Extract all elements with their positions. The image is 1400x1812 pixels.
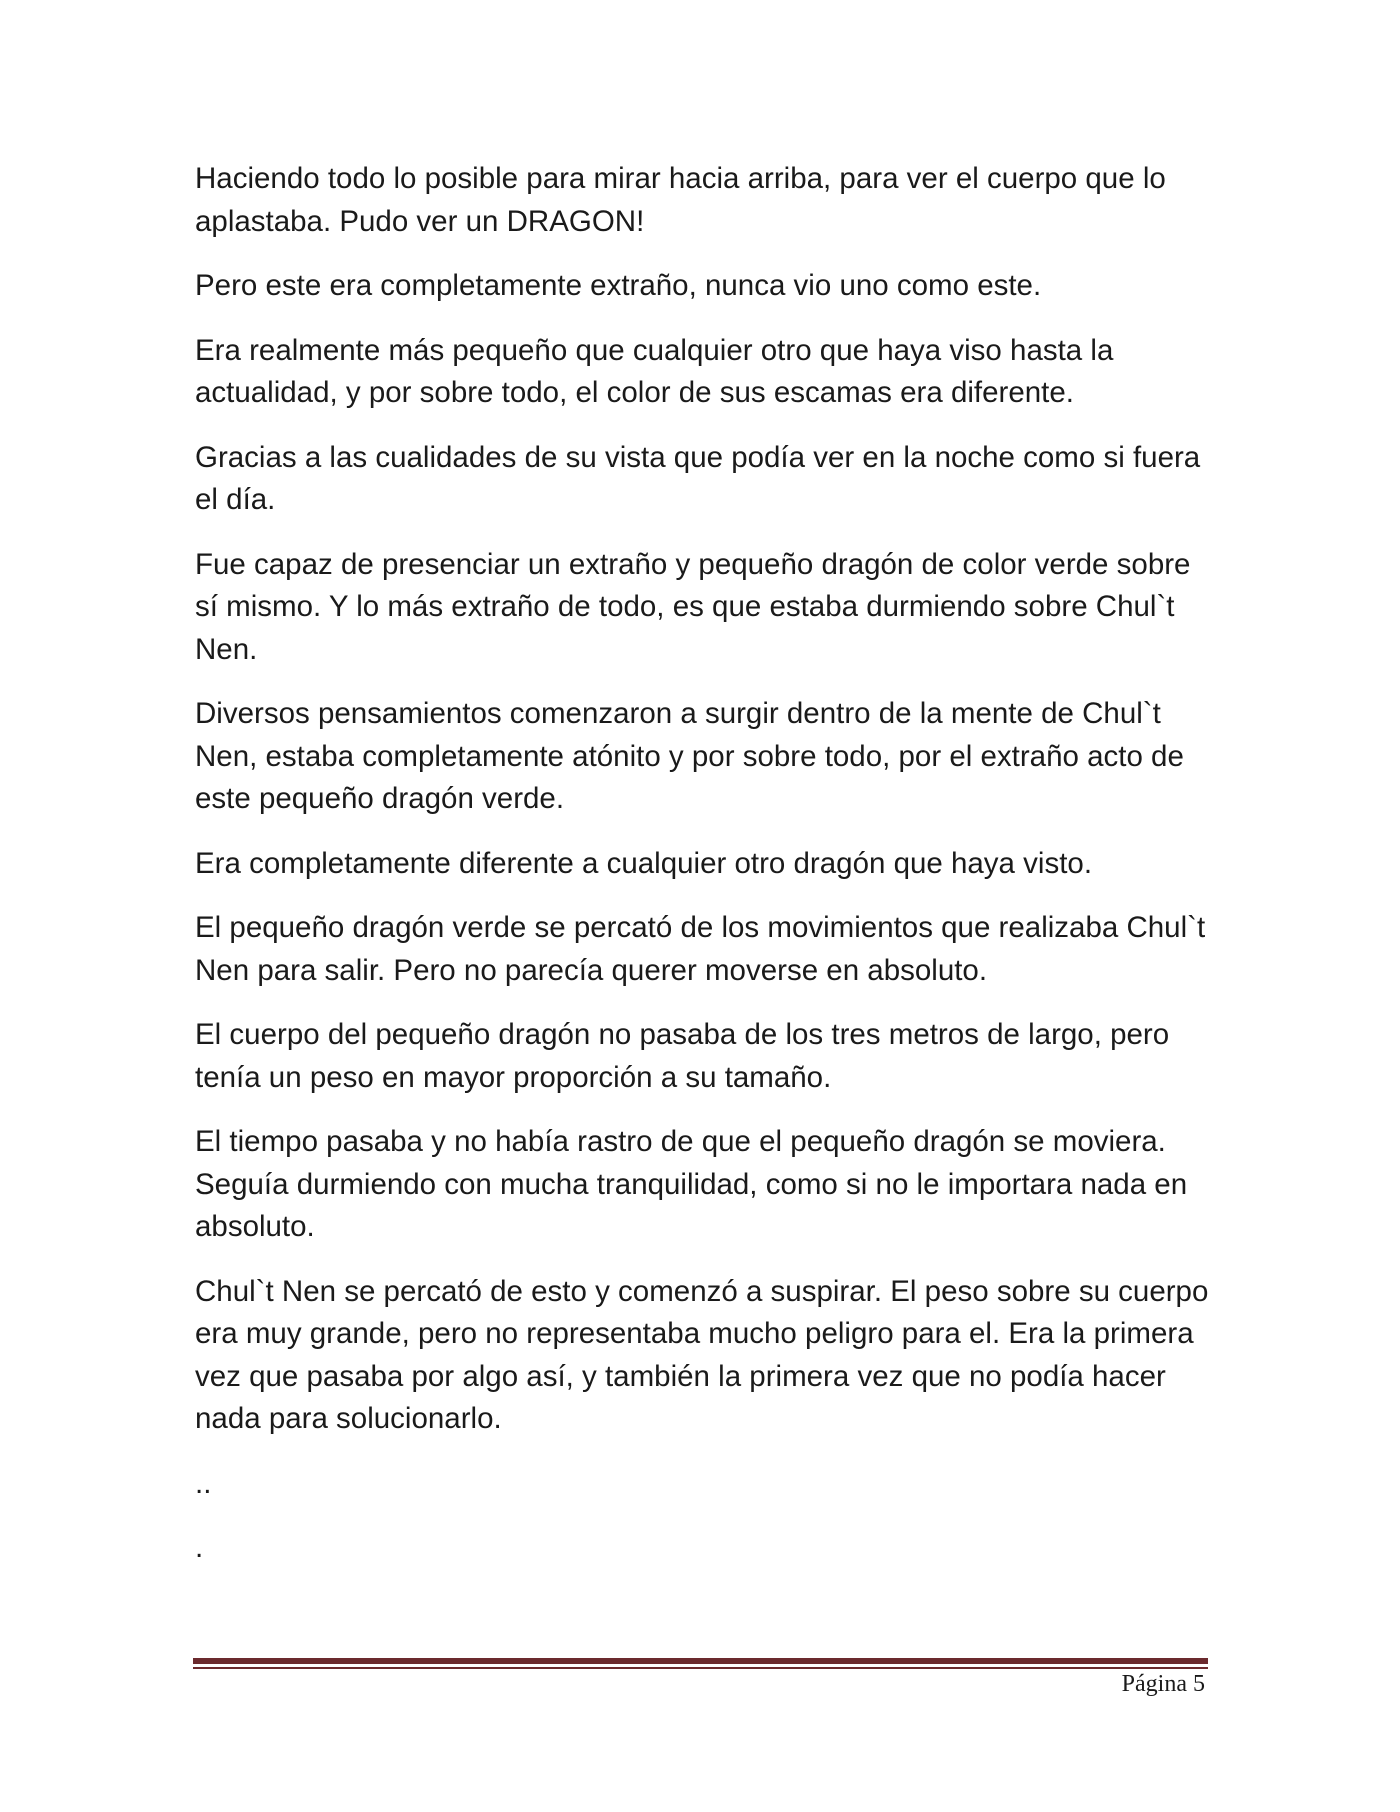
paragraph: Gracias a las cualidades de su vista que podía ver en la noche como si fuera el día. bbox=[195, 440, 1201, 516]
scene-separator: . bbox=[195, 1531, 204, 1564]
paragraph: El tiempo pasaba y no había rastro de que el pequeño dragón se moviera. Seguía durmiendo con mucha tranquilidad, como si no le importara nada en absoluto. bbox=[195, 1125, 1188, 1243]
paragraph: Diversos pensamientos comenzaron a surgir dentro de la mente de Chul`t Nen, estaba completamente atónito y por sobre todo, por el extraño acto de este pequeño dragón verde. bbox=[195, 697, 1184, 815]
paragraph: El cuerpo del pequeño dragón no pasaba de los tres metros de largo, pero tenía un peso en mayor proporción a su tamaño. bbox=[195, 1018, 1170, 1094]
paragraph: Pero este era completamente extraño, nunca vio uno como este. bbox=[195, 269, 1042, 302]
footer-rule-thin bbox=[193, 1667, 1208, 1669]
page-number: Página 5 bbox=[1121, 1671, 1205, 1697]
body-text bbox=[195, 158, 1220, 1592]
paragraph: Era realmente más pequeño que cualquier otro que haya viso hasta la actualidad, y por sobre todo, el color de sus escamas era diferente. bbox=[195, 333, 1114, 409]
scene-separator: .. bbox=[195, 1466, 212, 1500]
paragraph: Fue capaz de presenciar un extraño y pequeño dragón de color verde sobre sí mismo. Y lo más extraño de todo, es que estaba durmiendo sobre Chul`t Nen. bbox=[195, 547, 1191, 666]
paragraph: Chul`t Nen se percató de esto y comenzó a suspirar. El peso sobre su cuerpo era muy grande, pero no representaba mucho peligro para el. Era la primera vez que pasaba por algo así, y también la primera vez que no podía hacer nada para solucionarlo. bbox=[195, 1274, 1209, 1435]
paragraph: Haciendo todo lo posible para mirar hacia arriba, para ver el cuerpo que lo aplastaba. Pudo ver un DRAGON! bbox=[195, 162, 1166, 238]
paragraph: Era completamente diferente a cualquier otro dragón que haya visto. bbox=[195, 846, 1093, 880]
paragraph: El pequeño dragón verde se percató de los movimientos que realizaba Chul`t Nen para salir. Pero no parecía querer moverse en absoluto. bbox=[195, 911, 1206, 987]
footer-rule bbox=[193, 1658, 1208, 1669]
